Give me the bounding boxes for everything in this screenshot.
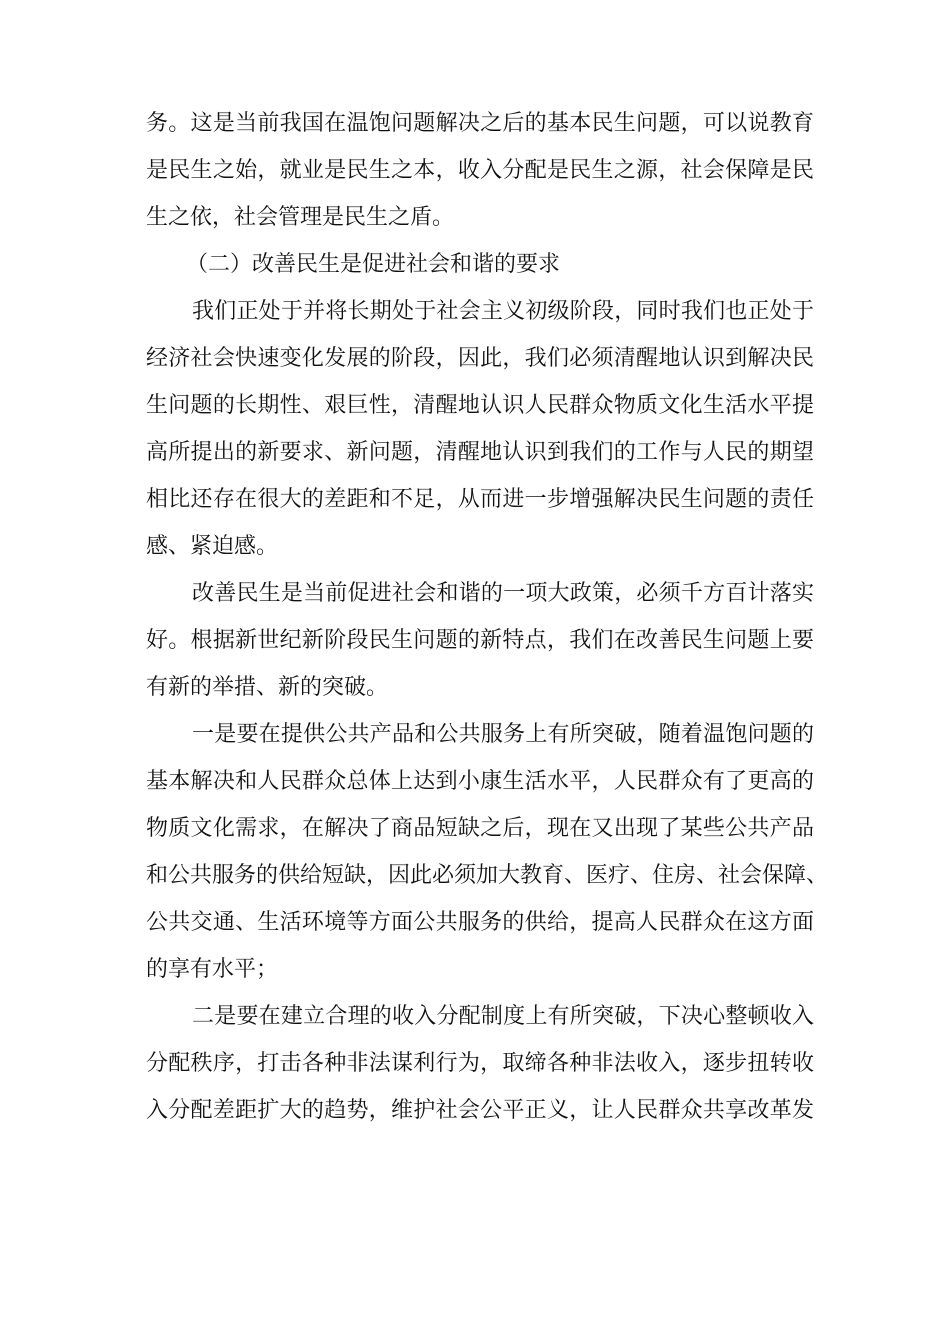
- text-line: 务。这是当前我国在温饱问题解决之后的基本民生问题，可以说教育: [146, 111, 814, 136]
- text-line: 和公共服务的供给短缺，因此必须加大教育、医疗、住房、社会保障、: [146, 863, 829, 888]
- text-line: 经济社会快速变化发展的阶段，因此，我们必须清醒地认识到解决民: [146, 346, 814, 371]
- text-line: 感、紧迫感。: [146, 534, 279, 559]
- text-line: 生之依，社会管理是民生之盾。: [146, 205, 455, 230]
- text-line: 高所提出的新要求、新问题，清醒地认识到我们的工作与人民的期望: [146, 440, 814, 465]
- paragraph-first-line: 改善民生是当前促进社会和谐的一项大政策，必须千方百计落实: [192, 581, 814, 606]
- text-line: 基本解决和人民群众总体上达到小康生活水平，人民群众有了更高的: [146, 769, 814, 794]
- body-text: [146, 100, 829, 1134]
- paragraph-first-line: 一是要在提供公共产品和公共服务上有所突破，随着温饱问题的: [192, 722, 814, 747]
- paragraph-first-line: 二是要在建立合理的收入分配制度上有所突破，下决心整顿收入: [192, 1004, 814, 1029]
- section-heading: （二）改善民生是促进社会和谐的要求: [186, 252, 561, 277]
- text-line: 好。根据新世纪新阶段民生问题的新特点，我们在改善民生问题上要: [146, 628, 814, 653]
- text-line: 是民生之始，就业是民生之本，收入分配是民生之源，社会保障是民: [146, 158, 814, 183]
- text-line: 公共交通、生活环境等方面公共服务的供给，提高人民群众在这方面: [146, 910, 814, 935]
- text-line: 有新的举措、新的突破。: [146, 675, 389, 700]
- text-line: 的享有水平；: [146, 957, 279, 982]
- text-line: 分配秩序，打击各种非法谋利行为，取缔各种非法收入，逐步扭转收: [146, 1051, 814, 1076]
- text-line: 物质文化需求，在解决了商品短缺之后，现在又出现了某些公共产品: [146, 816, 814, 841]
- text-line: 相比还存在很大的差距和不足，从而进一步增强解决民生问题的责任: [146, 487, 814, 512]
- text-line: 生问题的长期性、艰巨性，清醒地认识人民群众物质文化生活水平提: [146, 393, 814, 418]
- text-line: 入分配差距扩大的趋势，维护社会公平正义，让人民群众共享改革发: [146, 1098, 814, 1123]
- paragraph-first-line: 我们正处于并将长期处于社会主义初级阶段，同时我们也正处于: [192, 299, 814, 324]
